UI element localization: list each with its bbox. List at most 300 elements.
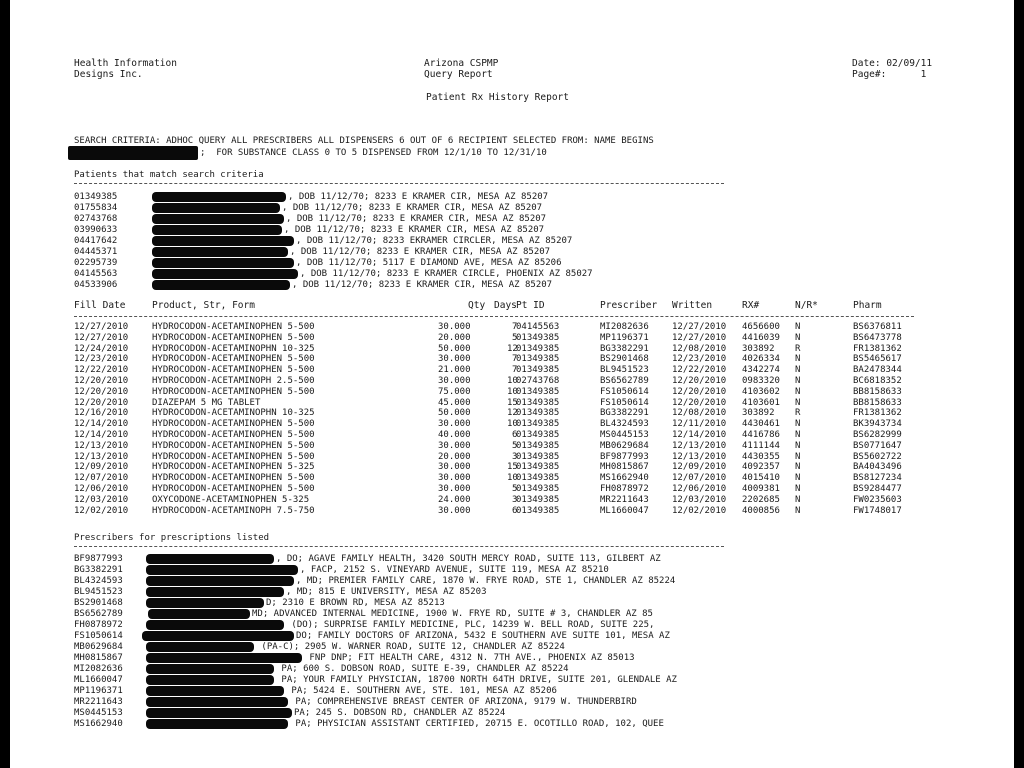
prescriber-info: PA; 5424 E. SOUTHERN AVE, STE. 101, MESA AZ 85206	[286, 686, 557, 696]
product: HYDROCODON-ACETAMINOPHEN 5-500	[152, 430, 315, 440]
redaction-bar	[152, 258, 294, 268]
patient-info: , DOB 11/12/70; 8233 E KRAMER CIR, MESA AZ 85207	[282, 203, 543, 213]
patient-id: 01349385	[516, 343, 560, 354]
days: 5	[512, 440, 518, 451]
pharmacy-id: BS5465617	[853, 354, 902, 365]
days: 7	[512, 322, 518, 332]
patient-id: 01349385	[516, 462, 560, 473]
patient-id: 01349385	[516, 494, 560, 505]
redaction-bar	[146, 653, 302, 663]
written-date: 12/08/2010	[672, 408, 727, 419]
prescriber-info: DO; FAMILY DOCTORS OF ARIZONA, 5432 E SOUTHERN AVE SUITE 101, MESA AZ	[296, 631, 670, 641]
pharmacy-id: BB8158633	[853, 397, 902, 408]
prescriber-id: BS6562789	[600, 376, 649, 386]
org-name-line1: Health Information	[74, 58, 177, 69]
qty: 50.000	[438, 343, 471, 354]
report-page	[10, 0, 1014, 768]
pharmacy-id: BA4043496	[853, 462, 902, 473]
redaction-bar	[146, 675, 274, 685]
written-date: 12/23/2010	[672, 354, 727, 365]
column-header: Fill Date	[74, 300, 126, 311]
rx-number: 303892	[742, 343, 775, 354]
column-header: Qty	[468, 300, 486, 311]
rx-number: 4103602	[742, 386, 780, 397]
patients-heading: Patients that match search criteria	[74, 170, 264, 180]
patient-info: , DOB 11/12/70; 5117 E DIAMOND AVE, MESA AZ 85206	[296, 258, 562, 268]
days: 15	[507, 462, 518, 473]
new-refill: N	[795, 365, 801, 376]
table-row	[10, 462, 1014, 472]
qty: 40.000	[438, 430, 471, 440]
new-refill: N	[795, 419, 801, 430]
prescriber-info: , MD; PREMIER FAMILY CARE, 1870 W. FRYE ROAD, STE 1, CHANDLER AZ 85224	[296, 576, 676, 586]
prescriber-info: FNP DNP; FIT HEALTH CARE, 4312 N. 7TH AVE., PHOENIX AZ 85013	[304, 653, 635, 663]
report-date: Date: 02/09/11	[852, 58, 933, 69]
written-date: 12/20/2010	[672, 397, 727, 408]
divider	[74, 316, 914, 317]
patient-id: 01349385	[74, 192, 118, 202]
rx-number: 0983320	[742, 376, 780, 386]
patient-id: 04145563	[74, 269, 118, 279]
redaction-bar	[146, 664, 274, 674]
fill-date: 12/24/2010	[74, 343, 129, 354]
patient-id: 01349385	[516, 365, 560, 376]
days: 5	[512, 484, 518, 494]
patient-id: 04445371	[74, 247, 118, 257]
prescriber-id: MS1662940	[74, 719, 123, 729]
column-header: Product, Str, Form	[152, 300, 255, 311]
redaction-bar	[146, 620, 284, 630]
table-row	[10, 419, 1014, 429]
patient-id: 01349385	[516, 354, 560, 365]
search-criteria-line1: SEARCH CRITERIA: ADHOC QUERY ALL PRESCRIBERS ALL DISPENSERS 6 OUT OF 6 RECIPIENT SELECTED FROM: NAME BEGINS	[74, 136, 654, 146]
prescriber-info: MD; ADVANCED INTERNAL MEDICINE, 1900 W. FRYE RD, SUITE # 3, CHANDLER AZ 85	[252, 609, 653, 619]
pharmacy-id: BC6818352	[853, 376, 902, 386]
rx-number: 4416039	[742, 332, 780, 343]
redaction-bar	[146, 598, 264, 608]
patient-info: , DOB 11/12/70; 8233 EKRAMER CIRCLER, MESA AZ 85207	[296, 236, 573, 246]
rx-number: 4342274	[742, 365, 780, 376]
pharmacy-id: BS8127234	[853, 473, 902, 484]
prescriber-id: BF9877993	[74, 554, 123, 564]
written-date: 12/22/2010	[672, 365, 727, 376]
table-row	[10, 484, 1014, 494]
table-row	[10, 354, 1014, 364]
prescriber-id: MB0629684	[74, 642, 123, 652]
prescriber-id: MI2082636	[74, 664, 123, 674]
prescriber-info: PA; 600 S. DOBSON ROAD, SUITE E-39, CHANDLER AZ 85224	[276, 664, 569, 674]
prescriber-info: PA; YOUR FAMILY PHYSICIAN, 18700 NORTH 64TH DRIVE, SUITE 201, GLENDALE AZ	[276, 675, 677, 685]
fill-date: 12/02/2010	[74, 505, 129, 516]
product: HYDROCODON-ACETAMINOPH 2.5-500	[152, 376, 315, 386]
prescriber-row	[10, 609, 1014, 619]
column-header: RX#	[742, 300, 760, 311]
qty: 30.000	[438, 473, 471, 484]
prescriber-id: MR2211643	[74, 697, 123, 707]
table-row	[10, 473, 1014, 483]
report-system-title: Arizona CSPMP	[424, 58, 499, 69]
redaction-bar	[152, 225, 282, 235]
pharmacy-id: FW1748017	[853, 505, 902, 516]
rx-number: 4416786	[742, 430, 780, 440]
prescriber-id: FS1050614	[600, 386, 649, 397]
rx-number: 4009381	[742, 484, 780, 494]
new-refill: N	[795, 494, 801, 505]
redaction-bar	[146, 554, 274, 564]
patient-id: 01755834	[74, 203, 118, 213]
redaction-bar	[152, 203, 280, 213]
product: HYDROCODON-ACETAMINOPHEN 5-325	[152, 462, 315, 473]
days: 3	[512, 451, 518, 462]
patient-row	[10, 203, 1014, 213]
column-header: Written	[672, 300, 713, 311]
prescriber-id: BS2901468	[600, 354, 649, 365]
table-row	[10, 452, 1014, 462]
qty: 75.000	[438, 386, 471, 397]
redaction-bar	[146, 642, 254, 652]
prescriber-id: MP1196371	[74, 686, 123, 696]
redaction-bar	[152, 269, 298, 279]
patient-row	[10, 258, 1014, 268]
redaction-bar	[152, 247, 288, 257]
days: 12	[507, 343, 518, 354]
written-date: 12/20/2010	[672, 386, 727, 397]
redaction-bar	[146, 576, 294, 586]
pharmacy-id: BS9284477	[853, 484, 902, 494]
patient-id: 01349385	[516, 473, 560, 484]
redaction-bar	[152, 236, 294, 246]
table-row	[10, 376, 1014, 386]
fill-date: 12/20/2010	[74, 397, 129, 408]
qty: 30.000	[438, 505, 471, 516]
days: 6	[512, 430, 518, 440]
written-date: 12/02/2010	[672, 505, 727, 516]
table-row	[10, 441, 1014, 451]
days: 10	[507, 419, 518, 430]
rx-number: 4103601	[742, 397, 780, 408]
patient-row	[10, 192, 1014, 202]
product: HYDROCODON-ACETAMINOPHEN 5-500	[152, 365, 315, 376]
patient-id: 01349385	[516, 430, 560, 440]
qty: 20.000	[438, 332, 471, 343]
prescriber-info: PA; PHYSICIAN ASSISTANT CERTIFIED, 20715 E. OCOTILLO ROAD, 102, QUEE	[290, 719, 664, 729]
pharmacy-id: BS6473778	[853, 332, 902, 343]
patient-info: , DOB 11/12/70; 8233 E KRAMER CIR, MESA AZ 85207	[286, 214, 547, 224]
product: OXYCODONE-ACETAMINOPHEN 5-325	[152, 494, 310, 505]
prescriber-id: MR2211643	[600, 494, 649, 505]
patient-row	[10, 225, 1014, 235]
redaction-bar	[152, 192, 286, 202]
prescriber-id: MI2082636	[600, 322, 649, 332]
product: DIAZEPAM 5 MG TABLET	[152, 397, 261, 408]
prescriber-row	[10, 675, 1014, 685]
prescriber-id: ML1660047	[600, 505, 649, 516]
days: 12	[507, 408, 518, 419]
fill-date: 12/07/2010	[74, 473, 129, 484]
prescriber-row	[10, 565, 1014, 575]
report-type: Query Report	[424, 69, 493, 80]
written-date: 12/14/2010	[672, 430, 727, 440]
written-date: 12/27/2010	[672, 332, 727, 343]
prescriber-id: BS6562789	[74, 609, 123, 619]
product: HYDROCODON-ACETAMINOPHEN 5-500	[152, 440, 315, 451]
prescriber-id: BL4324593	[74, 576, 123, 586]
pharmacy-id: FR1381362	[853, 343, 902, 354]
prescriber-id: BL9451523	[600, 365, 649, 376]
table-row	[10, 430, 1014, 440]
rx-number: 2202685	[742, 494, 780, 505]
days: 5	[512, 332, 518, 343]
fill-date: 12/13/2010	[74, 451, 129, 462]
pharmacy-id: FR1381362	[853, 408, 902, 419]
qty: 30.000	[438, 322, 471, 332]
written-date: 12/13/2010	[672, 440, 727, 451]
prescriber-info: PA; COMPREHENSIVE BREAST CENTER OF ARIZONA, 9179 W. THUNDERBIRD	[290, 697, 637, 707]
product: HYDROCODON-ACETAMINOPHEN 5-500	[152, 386, 315, 397]
redaction-bar	[142, 631, 294, 641]
patient-id: 01349385	[516, 505, 560, 516]
days: 10	[507, 386, 518, 397]
days: 6	[512, 505, 518, 516]
fill-date: 12/23/2010	[74, 354, 129, 365]
days: 15	[507, 397, 518, 408]
written-date: 12/20/2010	[672, 376, 727, 386]
prescriber-row	[10, 642, 1014, 652]
patient-row	[10, 236, 1014, 246]
written-date: 12/06/2010	[672, 484, 727, 494]
patient-info: , DOB 11/12/70; 8233 E KRAMER CIRCLE, PHOENIX AZ 85027	[300, 269, 593, 279]
new-refill: N	[795, 440, 801, 451]
new-refill: N	[795, 484, 801, 494]
prescriber-id: MS0445153	[74, 708, 123, 718]
redaction-bar	[146, 565, 298, 575]
prescribers-heading: Prescribers for prescriptions listed	[74, 533, 270, 543]
qty: 50.000	[438, 408, 471, 419]
new-refill: N	[795, 376, 801, 386]
prescriber-id: BS2901468	[74, 598, 123, 608]
rx-number: 4000856	[742, 505, 780, 516]
rx-number: 4015410	[742, 473, 780, 484]
new-refill: N	[795, 332, 801, 343]
pharmacy-id: BK3943734	[853, 419, 902, 430]
pharmacy-id: BB8158633	[853, 386, 902, 397]
new-refill: N	[795, 462, 801, 473]
patient-id: 01349385	[516, 484, 560, 494]
prescriber-row	[10, 554, 1014, 564]
patient-info: , DOB 11/12/70; 8233 E KRAMER CIR, MESA AZ 85207	[284, 225, 545, 235]
prescriber-id: ML1660047	[74, 675, 123, 685]
qty: 24.000	[438, 494, 471, 505]
pharmacy-id: BS6376811	[853, 322, 902, 332]
rx-number: 4111144	[742, 440, 780, 451]
fill-date: 12/22/2010	[74, 365, 129, 376]
prescriber-info: PA; 245 S. DOBSON RD, CHANDLER AZ 85224	[294, 708, 506, 718]
prescriber-id: BG3382291	[600, 408, 649, 419]
table-row	[10, 322, 1014, 332]
patient-id: 02295739	[74, 258, 118, 268]
patient-id: 02743768	[516, 376, 560, 386]
redaction-bar	[146, 587, 284, 597]
org-name-line2: Designs Inc.	[74, 69, 143, 80]
redaction-bar	[152, 214, 284, 224]
prescriber-info: D; 2310 E BROWN RD, MESA AZ 85213	[266, 598, 445, 608]
qty: 30.000	[438, 440, 471, 451]
prescriber-row	[10, 620, 1014, 630]
days: 7	[512, 365, 518, 376]
redaction-bar	[68, 146, 198, 160]
patient-id: 04533906	[74, 280, 118, 290]
redaction-bar	[146, 719, 288, 729]
patient-id: 01349385	[516, 451, 560, 462]
patient-row	[10, 280, 1014, 290]
fill-date: 12/14/2010	[74, 419, 129, 430]
fill-date: 12/16/2010	[74, 408, 129, 419]
days: 10	[507, 473, 518, 484]
prescriber-row	[10, 708, 1014, 718]
new-refill: N	[795, 505, 801, 516]
fill-date: 12/27/2010	[74, 322, 129, 332]
fill-date: 12/27/2010	[74, 332, 129, 343]
search-criteria-line2: ; FOR SUBSTANCE CLASS 0 TO 5 DISPENSED FROM 12/1/10 TO 12/31/10	[200, 148, 547, 158]
new-refill: N	[795, 386, 801, 397]
prescriber-id: BF9877993	[600, 451, 649, 462]
patient-id: 01349385	[516, 386, 560, 397]
pharmacy-id: BS6282999	[853, 430, 902, 440]
prescriber-row	[10, 697, 1014, 707]
column-header: Days	[494, 300, 517, 311]
patient-id: 03990633	[74, 225, 118, 235]
fill-date: 12/20/2010	[74, 386, 129, 397]
table-row	[10, 506, 1014, 516]
prescriber-id: MH0815867	[600, 462, 649, 473]
prescriber-row	[10, 653, 1014, 663]
written-date: 12/11/2010	[672, 419, 727, 430]
prescriber-info: , DO; AGAVE FAMILY HEALTH, 3420 SOUTH MERCY ROAD, SUITE 113, GILBERT AZ	[276, 554, 661, 564]
new-refill: N	[795, 430, 801, 440]
qty: 30.000	[438, 484, 471, 494]
patient-id: 01349385	[516, 408, 560, 419]
table-row	[10, 387, 1014, 397]
product: HYDROCODON-ACETAMINOPHN 10-325	[152, 408, 315, 419]
fill-date: 12/03/2010	[74, 494, 129, 505]
written-date: 12/09/2010	[672, 462, 727, 473]
pharmacy-id: FW0235603	[853, 494, 902, 505]
prescriber-id: FS1050614	[600, 397, 649, 408]
prescriber-row	[10, 587, 1014, 597]
prescriber-id: BG3382291	[74, 565, 123, 575]
table-row	[10, 344, 1014, 354]
table-row	[10, 408, 1014, 418]
days: 7	[512, 354, 518, 365]
patient-id: 01349385	[516, 397, 560, 408]
written-date: 12/13/2010	[672, 451, 727, 462]
product: HYDROCODON-ACETAMINOPHEN 5-500	[152, 484, 315, 494]
fill-date: 12/14/2010	[74, 430, 129, 440]
prescriber-row	[10, 686, 1014, 696]
product: HYDROCODON-ACETAMINOPHN 10-325	[152, 343, 315, 354]
qty: 45.000	[438, 397, 471, 408]
redaction-bar	[146, 686, 284, 696]
patient-id: 04145563	[516, 322, 560, 332]
prescriber-info: , MD; 815 E UNIVERSITY, MESA AZ 85203	[286, 587, 487, 597]
prescriber-id: MS0445153	[600, 430, 649, 440]
prescriber-id: BG3382291	[600, 343, 649, 354]
pharmacy-id: BS0771647	[853, 440, 902, 451]
new-refill: N	[795, 451, 801, 462]
qty: 30.000	[438, 419, 471, 430]
patient-id: 02743768	[74, 214, 118, 224]
fill-date: 12/20/2010	[74, 376, 129, 386]
prescriber-id: FH0878972	[74, 620, 123, 630]
product: HYDROCODON-ACETAMINOPHEN 5-500	[152, 473, 315, 484]
prescriber-info: (DO); SURPRISE FAMILY MEDICINE, PLC, 14239 W. BELL ROAD, SUITE 225,	[286, 620, 655, 630]
divider	[74, 183, 724, 184]
prescriber-row	[10, 664, 1014, 674]
qty: 21.000	[438, 365, 471, 376]
prescriber-id: BL4324593	[600, 419, 649, 430]
patient-row	[10, 214, 1014, 224]
written-date: 12/07/2010	[672, 473, 727, 484]
days: 10	[507, 376, 518, 386]
rx-number: 4026334	[742, 354, 780, 365]
fill-date: 12/09/2010	[74, 462, 129, 473]
page-number: Page#: 1	[852, 69, 927, 80]
pharmacy-id: BA2478344	[853, 365, 902, 376]
prescriber-row	[10, 719, 1014, 729]
new-refill: N	[795, 354, 801, 365]
prescriber-id: MS1662940	[600, 473, 649, 484]
qty: 20.000	[438, 451, 471, 462]
redaction-bar	[146, 697, 288, 707]
new-refill: R	[795, 408, 801, 419]
prescriber-id: FS1050614	[74, 631, 123, 641]
column-header: Pharm	[853, 300, 882, 311]
product: HYDROCODON-ACETAMINOPHEN 5-500	[152, 451, 315, 462]
new-refill: R	[795, 343, 801, 354]
fill-date: 12/06/2010	[74, 484, 129, 494]
table-row	[10, 398, 1014, 408]
prescriber-row	[10, 598, 1014, 608]
redaction-bar	[146, 708, 292, 718]
patient-info: , DOB 11/12/70; 8233 E KRAMER CIR, MESA AZ 85207	[292, 280, 553, 290]
written-date: 12/27/2010	[672, 322, 727, 332]
qty: 30.000	[438, 462, 471, 473]
qty: 30.000	[438, 376, 471, 386]
days: 3	[512, 494, 518, 505]
rx-number: 4430461	[742, 419, 780, 430]
rx-number: 4656600	[742, 322, 780, 332]
product: HYDROCODON-ACETAMINOPHEN 5-500	[152, 322, 315, 332]
rx-number: 303892	[742, 408, 775, 419]
product: HYDROCODON-ACETAMINOPHEN 5-500	[152, 419, 315, 430]
prescriber-id: FH0878972	[600, 484, 649, 494]
patient-id: 01349385	[516, 332, 560, 343]
patient-info: , DOB 11/12/70; 8233 E KRAMER CIR, MESA AZ 85207	[290, 247, 551, 257]
patient-row	[10, 247, 1014, 257]
prescriber-id: BL9451523	[74, 587, 123, 597]
divider	[74, 546, 724, 547]
fill-date: 12/13/2010	[74, 440, 129, 451]
rx-number: 4430355	[742, 451, 780, 462]
prescriber-info: , FACP, 2152 S. VINEYARD AVENUE, SUITE 119, MESA AZ 85210	[300, 565, 609, 575]
column-header: Pt ID	[516, 300, 545, 311]
qty: 30.000	[438, 354, 471, 365]
patient-id: 04417642	[74, 236, 118, 246]
product: HYDROCODON-ACETAMINOPHEN 5-500	[152, 354, 315, 365]
rx-number: 4092357	[742, 462, 780, 473]
prescriber-row	[10, 631, 1014, 641]
patient-info: , DOB 11/12/70; 8233 E KRAMER CIR, MESA AZ 85207	[288, 192, 549, 202]
